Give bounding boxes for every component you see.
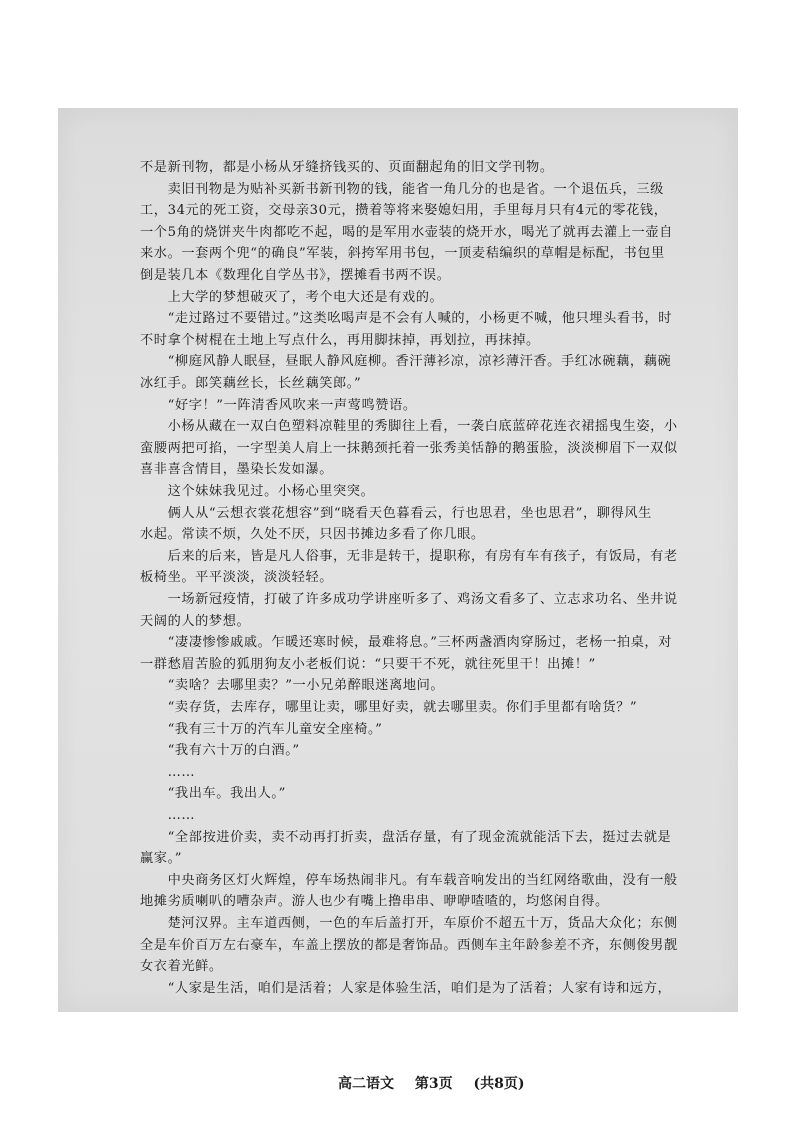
- text-line: 女衣着光鲜。: [140, 959, 223, 975]
- text-line: 不时拿个树棍在土地上写点什么，再用脚抹掉，再划拉，再抹掉。: [140, 332, 540, 348]
- text-line: “卖啥？去哪里卖？”一小兄弟醉眼迷离地问。: [140, 678, 445, 694]
- text-line: 天阔的人的梦想。: [140, 613, 251, 629]
- text-line: 全是车价百万左右豪车，车盖上摆放的都是奢饰品。西侧车主年龄参差不齐，东侧俊男靓: [140, 937, 678, 953]
- text-line: 工，34元的死工资，交母亲30元，攒着等将来娶媳妇用，手里每月只有4元的零花钱，: [140, 203, 668, 219]
- text-line: “我出车。我出人。”: [140, 786, 286, 802]
- page-footer: [338, 1073, 541, 1093]
- text-line: “凄凄惨惨戚戚。乍暖还寒时候，最难将息。”三杯两盏酒肉穿肠过，老杨一拍桌，对: [140, 635, 673, 651]
- text-line: 上大学的梦想破灭了，考个电大还是有戏的。: [140, 289, 444, 305]
- footer-page-number: 第3页: [414, 1076, 453, 1092]
- text-line: 一场新冠疫情，打破了许多成功学讲座听多了、鸡汤文看多了、立志求功名、坐井说: [140, 592, 678, 607]
- scanned-page: [58, 108, 738, 1092]
- text-line: 板椅坐。平平淡淡，淡淡轻轻。: [140, 570, 334, 586]
- text-line: 一个5角的烧饼夹牛肉都吃不起，喝的是军用水壶装的烧开水，喝光了就再去灌上一壶自: [140, 224, 673, 240]
- text-line: 中央商务区灯火辉煌，停车场热闹非凡。有车载音响发出的当红网络歌曲，没有一般: [140, 872, 678, 888]
- text-line: “走过路过不要错过。”这类吆喝声是不会有人喊的，小杨更不喊，他只埋头看书，时: [140, 311, 673, 327]
- text-line: “卖存货，去库存，哪里让卖，哪里好卖，就去哪里卖。你们手里都有啥货？”: [140, 700, 638, 715]
- text-line: 小杨从藏在一双白色塑料凉鞋里的秀脚往上看，一袭白底蓝碎花连衣裙摇曳生姿，小: [140, 419, 678, 435]
- text-line: “我有三十万的汽车儿童安全座椅。”: [140, 721, 383, 737]
- text-line: “我有六十万的白酒。”: [140, 743, 300, 759]
- text-line: 喜非喜含情目，墨染长发如瀑。: [140, 462, 334, 478]
- text-line: “柳庭风静人眠昼，昼眠人静风庭柳。香汗薄衫凉，凉衫薄汗香。手红冰碗藕，藕碗: [140, 354, 672, 370]
- text-line: 俩人从“云想衣裳花想容”到“晓看天色暮看云，行也思君，坐也思君”，聊得风生: [140, 505, 652, 521]
- text-line: “人家是生活，咱们是活着；人家是体验生活，咱们是为了活着；人家有诗和远方，: [140, 980, 672, 996]
- footer-total-pages: (共8页): [473, 1076, 525, 1092]
- footer-subject: 高二语文: [338, 1076, 394, 1092]
- text-line: “好字！”一阵清香风吹来一声莺鸣赞语。: [140, 397, 417, 413]
- text-line: 倒是装几本《数理化自学丛书》，摆摊看书两不误。: [140, 268, 451, 283]
- text-line: “全部按进价卖，卖不动再打折卖，盘活存量，有了现金流就能活下去，挺过去就是: [140, 829, 672, 845]
- text-line: 一群愁眉苦脸的狐朋狗友小老板们说：“只要干不死，就往死里干！出摊！”: [140, 656, 596, 672]
- text-line: 赢家。”: [140, 851, 183, 867]
- text-line: 水起。常读不烦，久处不厌，只因书摊边多看了你几眼。: [140, 527, 485, 543]
- text-line: 楚河汉界。主车道西侧，一色的车后盖打开，车原价不超五十万，货品大众化；东侧: [140, 916, 678, 931]
- text-line: 不是新刊物，都是小杨从牙缝挤钱买的、页面翻起角的旧文学刊物。: [140, 160, 554, 175]
- text-line: 蛮腰两把可掐，一字型美人肩上一抹鹅颈托着一张秀美恬静的鹅蛋脸，淡淡柳眉下一双似: [140, 440, 678, 456]
- text-line: 后来的后来，皆是凡人俗事，无非是转干，提职称，有房有车有孩子，有饭局，有老: [140, 548, 678, 564]
- text-line: 这个妹妹我见过。小杨心里突突。: [140, 484, 375, 499]
- text-line: 卖旧刊物是为贴补买新书新刊物的钱，能省一角几分的也是省。一个退伍兵，三级: [140, 181, 664, 197]
- text-line: ……: [140, 808, 196, 823]
- text-line: ……: [140, 764, 196, 780]
- text-line: 冰红手。郎笑藕丝长，长丝藕笑郎。”: [140, 376, 362, 391]
- text-line: 来水。一套两个兜“的确良”军装，斜挎军用书包，一顶麦秸编织的草帽是标配，书包里: [140, 246, 665, 262]
- text-line: 地摊劣质喇叭的嘈杂声。游人也少有嘴上撸串串、咿咿喳喳的，均悠闲自得。: [140, 894, 609, 910]
